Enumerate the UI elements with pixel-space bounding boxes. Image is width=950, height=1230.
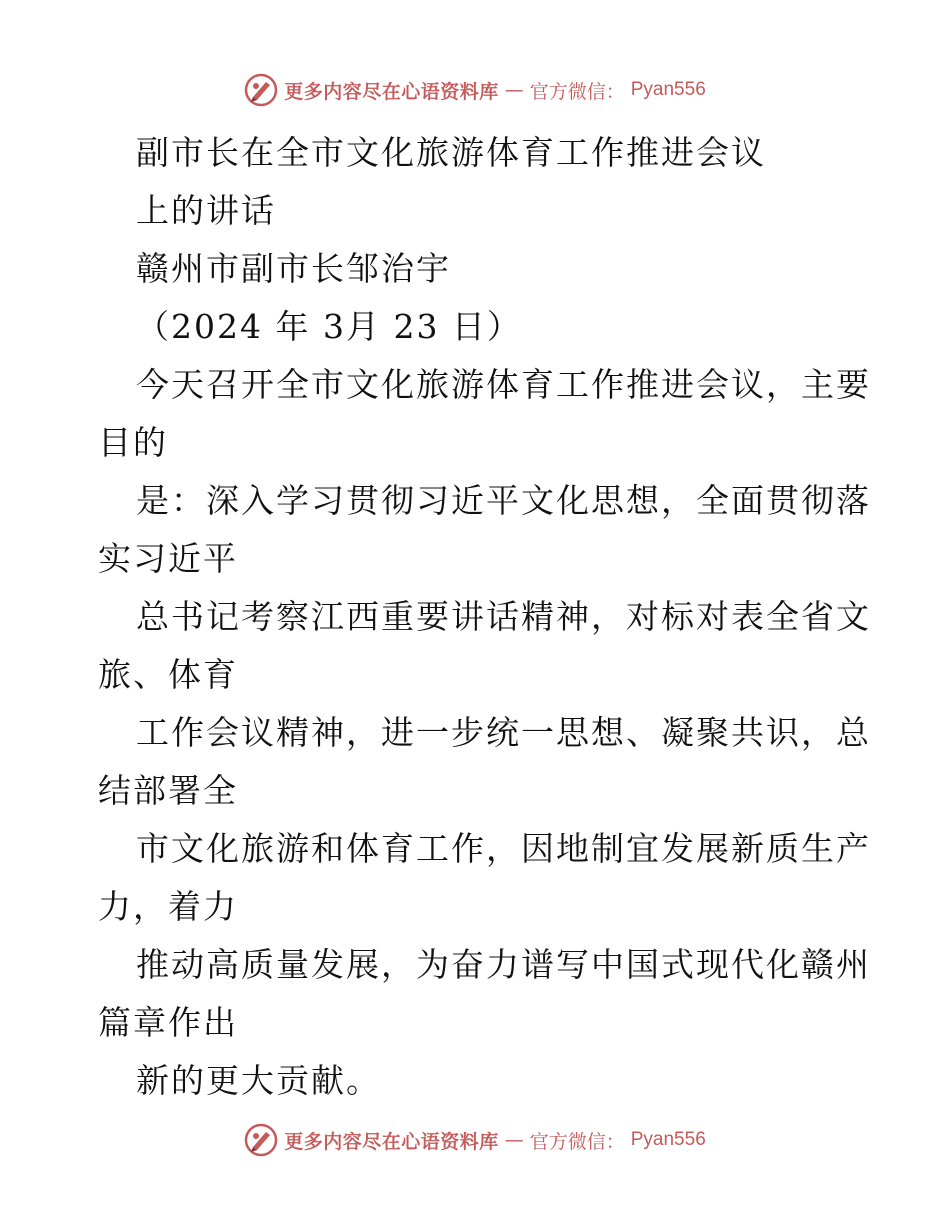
watermark-label: 官方微信： xyxy=(529,80,625,103)
watermark-separator: — xyxy=(504,1129,524,1151)
watermark-header xyxy=(0,70,950,110)
watermark-id: Pyan556 xyxy=(630,1129,706,1150)
text-line: 市文化旅游和体育工作，因地制宜发展新质生产 xyxy=(136,829,871,868)
watermark-id: Pyan556 xyxy=(630,79,706,100)
watermark-label: 官方微信： xyxy=(529,1130,625,1153)
text-line: 新的更大贡献。 xyxy=(136,1061,381,1100)
text-line: 工作会议精神，进一步统一思想、凝聚共识，总 xyxy=(136,713,871,752)
text-line: 推动高质量发展，为奋力谱写中国式现代化赣州 xyxy=(136,945,871,984)
document-pen-logo-icon xyxy=(244,1123,278,1157)
text-line: 目的 xyxy=(98,423,168,462)
document-pen-logo-icon xyxy=(244,73,278,107)
text-line: 总书记考察江西重要讲话精神，对标对表全省文 xyxy=(136,597,871,636)
watermark-separator: — xyxy=(504,79,524,101)
text-line: （2024 年 3月 23 日） xyxy=(136,307,522,346)
text-line: 实习近平 xyxy=(98,539,238,578)
watermark-text: 更多内容尽在心语资料库 xyxy=(284,1130,499,1153)
text-line: 篇章作出 xyxy=(98,1003,238,1042)
text-line: 副市长在全市文化旅游体育工作推进会议 xyxy=(136,133,766,172)
text-line: 结部署全 xyxy=(98,771,238,810)
text-line: 旅、体育 xyxy=(98,655,238,694)
document-body xyxy=(98,124,871,1110)
watermark-text: 更多内容尽在心语资料库 xyxy=(284,80,499,103)
text-line: 上的讲话 xyxy=(136,191,276,230)
text-line: 今天召开全市文化旅游体育工作推进会议，主要 xyxy=(136,365,871,404)
text-line: 力，着力 xyxy=(98,887,238,926)
text-line: 赣州市副市长邹治宇 xyxy=(136,249,451,288)
watermark-footer xyxy=(0,1120,950,1160)
text-line: 是：深入学习贯彻习近平文化思想，全面贯彻落 xyxy=(136,481,871,520)
